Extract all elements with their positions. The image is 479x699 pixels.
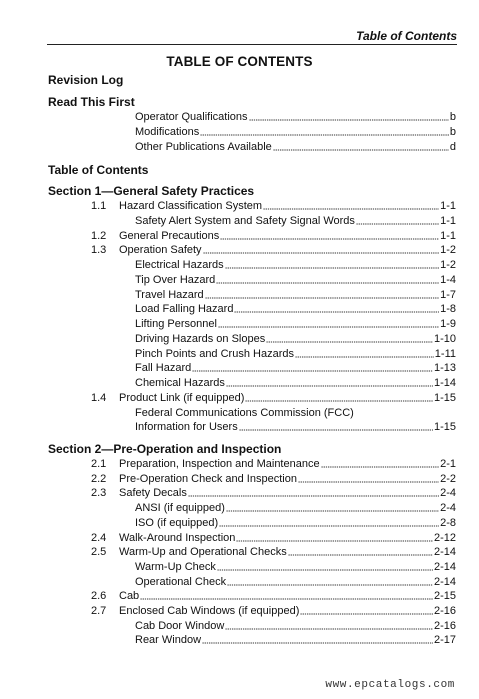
toc-page-number: 1-1 [440,200,456,212]
toc-entry-label: Product Link (if equipped) [119,391,245,404]
toc-page-number: 2-12 [433,531,456,544]
toc-page-number: 1-11 [434,347,456,360]
toc-entry[interactable] [135,620,456,633]
toc-entry-label: Cab [119,590,140,603]
toc-entry-label: Travel Hazard [135,288,204,301]
toc-entry-label: Cab Door Window [135,619,225,632]
dot-leader [217,569,433,571]
toc-page-number: 1-7 [440,288,456,301]
toc-entry[interactable] [135,517,456,530]
toc-page-number: 1-14 [433,377,456,389]
dot-leader [225,267,439,269]
toc-entry-label: Operator Qualifications [135,111,248,123]
toc-entry[interactable] [135,576,456,589]
toc-entry[interactable] [135,289,456,302]
toc-entry[interactable] [135,111,456,124]
toc-entry[interactable] [135,634,456,647]
page-title: TABLE OF CONTENTS [166,54,313,69]
toc-entry[interactable] [135,421,456,434]
toc-page-number: 1-1 [440,229,456,242]
toc-entry[interactable] [135,303,456,316]
toc-entry-label: Modifications [135,126,200,138]
toc-entry-label: Warm-Up Check [135,560,216,573]
toc-entry-label: Preparation, Inspection and Maintenance [119,458,320,470]
toc-entry[interactable] [119,473,456,486]
toc-page-number: 1-15 [433,421,456,434]
toc-page-number: 2-2 [440,472,456,485]
dot-leader [216,282,439,284]
toc-page-number: 2-16 [433,605,456,617]
toc-page-number: 1-1 [440,214,456,227]
dot-leader [236,540,433,542]
dot-leader [200,134,449,136]
dot-leader [266,341,433,343]
toc-entry-label[interactable]: Federal Communications Commission (FCC) [135,406,354,419]
toc-entry[interactable] [119,546,456,559]
dot-leader [219,525,439,527]
toc-page-number: 2-4 [440,487,456,500]
toc-page-number: 2-15 [433,590,456,603]
toc-section-number: 2.5 [91,546,107,559]
toc-entry-label: Rear Window [135,634,202,647]
toc-section-number: 2.1 [91,458,107,470]
toc-entry[interactable] [135,318,456,331]
header-rule [47,44,457,45]
toc-section-number: 2.4 [91,531,107,544]
toc-entry-label: Pinch Points and Crush Hazards [135,347,294,360]
toc-entry[interactable] [135,215,456,228]
toc-entry[interactable] [119,487,456,500]
toc-entry-label: Tip Over Hazard [135,273,216,286]
running-header-title: Table of Contents [356,29,457,43]
dot-leader [205,297,439,299]
toc-page-number: 1-2 [440,259,456,271]
toc-entry[interactable] [135,377,456,390]
toc-entry[interactable] [135,362,456,375]
toc-entry-label: Operational Check [135,575,227,588]
toc-entry-label: ISO (if equipped) [135,516,219,529]
toc-page-number: 1-4 [440,273,456,286]
toc-section-number: 2.6 [91,590,107,603]
dot-leader [239,429,433,431]
dot-leader [218,326,439,328]
dot-leader [203,252,440,254]
toc-entry-label: Warm-Up and Operational Checks [119,546,287,559]
heading-section-1[interactable]: Section 1—General Safety Practices [48,184,255,198]
toc-entry-label: Pre-Operation Check and Inspection [119,472,297,485]
toc-section-number: 2.3 [91,487,107,500]
toc-section-number: 1.2 [91,229,107,242]
dot-leader [295,356,434,358]
toc-section-number: 1.3 [91,244,107,257]
dot-leader [321,466,440,468]
toc-entry-label: Operation Safety [119,244,202,257]
dot-leader [202,642,433,644]
toc-entry[interactable] [135,348,456,361]
dot-leader [188,495,439,497]
dot-leader [249,119,449,121]
toc-entry-label: Driving Hazards on Slopes [135,332,266,345]
dot-leader [225,628,433,630]
toc-entry[interactable] [135,126,456,139]
toc-page-number: 1-15 [433,391,456,404]
toc-page-number: d [449,141,456,153]
heading-read-first[interactable]: Read This First [48,95,135,109]
heading-revision-log[interactable]: Revision Log [48,73,124,87]
toc-entry[interactable] [119,590,456,603]
toc-entry-label: Safety Alert System and Safety Signal Words [135,214,355,227]
watermark-text: www.epcatalogs.com [325,679,455,691]
toc-entry-label: General Precautions [119,229,220,242]
toc-entry-label: Lifting Personnel [135,318,217,330]
toc-page-number: b [449,126,456,138]
heading-section-2[interactable]: Section 2—Pre-Operation and Inspection [48,442,282,456]
toc-entry[interactable] [119,200,456,213]
dot-leader [234,311,439,313]
toc-section-number: 1.1 [91,200,107,212]
toc-page-number: 2-14 [433,546,456,559]
toc-entry-label: Fall Hazard [135,362,192,375]
toc-page-number: 1-10 [433,332,456,345]
toc-entry-label: Hazard Classification System [119,200,263,212]
toc-page-number: 2-14 [433,575,456,588]
toc-entry[interactable] [119,458,456,471]
toc-entry-label: Walk-Around Inspection [119,531,236,544]
toc-entry-label: Other Publications Available [135,141,272,153]
dot-leader [140,598,433,600]
dot-leader [288,554,433,556]
dot-leader [273,149,449,151]
toc-entry-label: Information for Users [135,421,238,434]
toc-section-number: 2.2 [91,472,107,485]
dot-leader [245,400,433,402]
toc-entry[interactable] [135,502,456,515]
toc-entry[interactable] [119,230,456,243]
toc-section-number: 1.4 [91,391,107,404]
toc-entry-label: Safety Decals [119,487,187,500]
toc-entry[interactable] [119,605,456,618]
toc-page-number: 1-2 [440,244,456,257]
toc-page-number: 1-8 [440,303,456,316]
toc-page-number: 1-13 [433,362,456,375]
toc-page-number: 2-17 [433,634,456,647]
toc-page-number: 2-4 [440,502,456,515]
toc-entry-label: ANSI (if equipped) [135,502,225,515]
toc-entry[interactable] [119,392,456,405]
toc-page-number: 2-8 [440,516,456,529]
toc-page-number: 1-9 [440,318,456,330]
toc-entry[interactable] [135,141,456,154]
toc-page-number: b [449,111,456,123]
toc-page-number: 2-16 [433,619,456,632]
toc-page-number: 2-1 [440,458,456,470]
dot-leader [356,223,439,225]
dot-leader [226,385,433,387]
toc-entry[interactable] [135,561,456,574]
dot-leader [192,370,433,372]
dot-leader [300,613,433,615]
toc-entry[interactable] [119,532,456,545]
toc-entry[interactable] [119,244,456,257]
toc-entry-label: Enclosed Cab Windows (if equipped) [119,605,300,617]
toc-section-number: 2.7 [91,605,107,617]
heading-toc[interactable]: Table of Contents [48,163,149,177]
dot-leader [220,238,439,240]
toc-entry[interactable] [135,274,456,287]
toc-entry-label: Chemical Hazards [135,377,225,389]
dot-leader [263,208,439,210]
dot-leader [227,584,433,586]
toc-entry[interactable] [135,333,456,346]
toc-entry[interactable] [135,259,456,272]
toc-entry-label: Load Falling Hazard [135,303,234,316]
dot-leader [226,510,439,512]
toc-page-number: 2-14 [433,560,456,573]
toc-entry-label: Electrical Hazards [135,259,224,271]
dot-leader [298,481,439,483]
